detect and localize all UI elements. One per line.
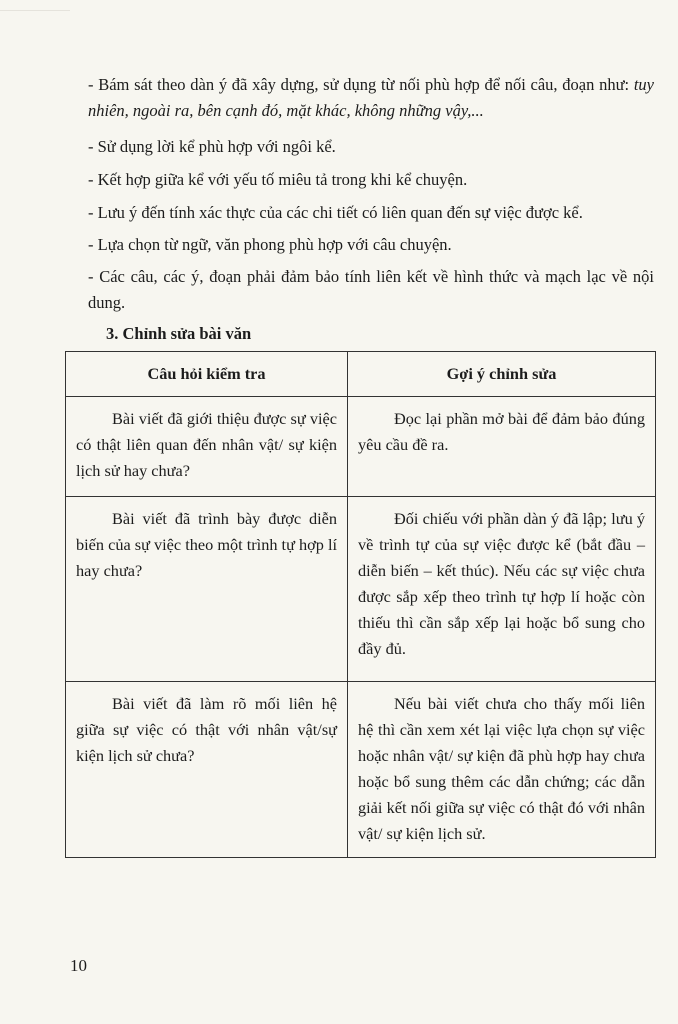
table-row xyxy=(66,682,656,858)
question-text: Bài viết đã trình bày được diễn biến của sự việc theo một trình tự hợp lí hay chưa? xyxy=(76,509,337,580)
suggestion-text: Đọc lại phần mở bài để đảm bảo đúng yêu cầu đề ra. xyxy=(358,409,645,454)
revision-table xyxy=(65,351,656,858)
question-text: Bài viết đã giới thiệu được sự việc có thật liên quan đến nhân vật/ sự kiện lịch sử hay chưa? xyxy=(76,409,337,480)
page-corner-mark xyxy=(0,0,70,11)
suggestion-cell xyxy=(348,397,656,497)
bullet-paragraph-1 xyxy=(88,72,654,124)
bullet-paragraph-3: - Kết hợp giữa kể với yếu tố miêu tả trong khi kể chuyện. xyxy=(88,170,468,189)
bullet-paragraph-2: - Sử dụng lời kể phù hợp với ngôi kể. xyxy=(88,137,336,156)
table-row xyxy=(66,397,656,497)
suggestion-cell xyxy=(348,497,656,682)
page-number: 10 xyxy=(70,956,87,975)
question-cell xyxy=(66,497,348,682)
section-title: 3. Chỉnh sửa bài văn xyxy=(106,324,252,343)
question-cell xyxy=(66,397,348,497)
table-row xyxy=(66,497,656,682)
bullet-paragraph-6: - Các câu, các ý, đoạn phải đảm bảo tính liên kết về hình thức và mạch lạc về nội dung. xyxy=(88,267,654,312)
header-edit-suggestions: Gợi ý chỉnh sửa xyxy=(348,352,656,397)
suggestion-text: Đối chiếu với phần dàn ý đã lập; lưu ý về trình tự của sự việc được kể (bắt đầu – diễn biến – kết thúc). Nếu các sự việc chưa được sắp xếp theo trình tự hợp lí hoặc còn thiếu thì cần sắp xếp lại hoặc bổ sung cho đầy đủ. xyxy=(358,509,645,658)
bullet-paragraph-4: - Lưu ý đến tính xác thực của các chi tiết có liên quan đến sự việc được kể. xyxy=(88,203,583,222)
table-header-row xyxy=(66,352,656,397)
suggestion-cell xyxy=(348,682,656,858)
header-check-questions: Câu hỏi kiểm tra xyxy=(66,352,348,397)
question-cell xyxy=(66,682,348,858)
question-text: Bài viết đã làm rõ mối liên hệ giữa sự việc có thật với nhân vật/sự kiện lịch sử chưa? xyxy=(76,694,337,765)
connector-examples: tuy nhiên, ngoài ra, bên cạnh đó, mặt khác, không những vậy,... xyxy=(88,75,654,120)
suggestion-text: Nếu bài viết chưa cho thấy mối liên hệ thì cần xem xét lại việc lựa chọn sự việc hoặc nhân vật/ sự kiện đã phù hợp hay chưa hoặc bổ sung thêm các dẫn chứng; các dẫn giải kết nối giữa sự việc có thật đó với nhân vật/ sự kiện lịch sử. xyxy=(358,694,645,843)
bullet-paragraph-5: - Lựa chọn từ ngữ, văn phong phù hợp với câu chuyện. xyxy=(88,235,452,254)
bullet-text-1: - Bám sát theo dàn ý đã xây dựng, sử dụng từ nối phù hợp để nối câu, đoạn như: xyxy=(88,75,634,94)
